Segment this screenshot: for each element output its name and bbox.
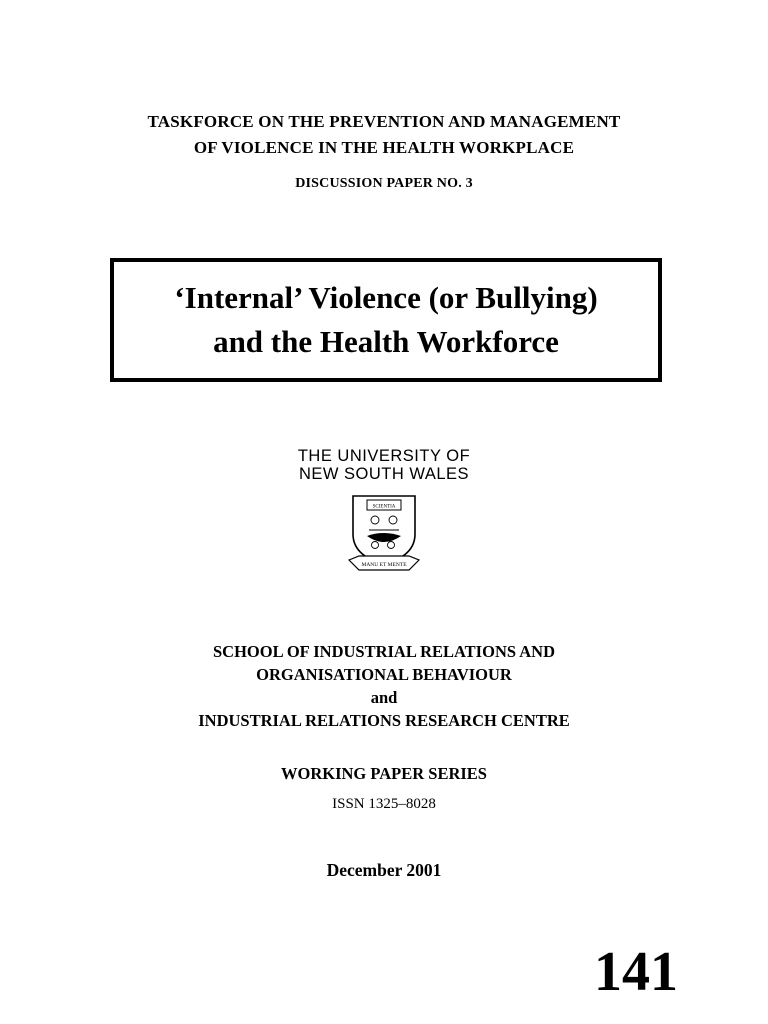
school-line2: ORGANISATIONAL BEHAVIOUR [256,665,512,684]
title-line2: and the Health Workforce [213,324,559,359]
title-line1: ‘Internal’ Violence (or Bullying) [174,280,598,315]
paper-number: 141 [594,941,678,1003]
taskforce-heading [0,109,768,161]
title-box [110,258,662,382]
university-name [0,447,768,483]
university-name-line1: THE UNIVERSITY OF [297,447,471,465]
school-and: and [370,688,398,707]
school-line1: SCHOOL OF INDUSTRIAL RELATIONS AND [213,642,555,661]
university-name-line2: NEW SOUTH WALES [298,465,470,483]
publication-date: December 2001 [326,860,442,880]
crest-book-text: SCIENTIA [372,504,396,510]
university-crest-icon [345,490,423,579]
issn: ISSN 1325–8028 [332,796,436,812]
taskforce-heading-line2: OF VIOLENCE IN THE HEALTH WORKPLACE [193,138,575,157]
working-paper-series: WORKING PAPER SERIES [281,764,487,783]
school-block [0,640,768,732]
discussion-paper-label: DISCUSSION PAPER NO. 3 [295,176,473,191]
school-line4: INDUSTRIAL RELATIONS RESEARCH CENTRE [198,711,570,730]
crest-motto: MANU ET MENTE [361,562,407,568]
taskforce-heading-line1: TASKFORCE ON THE PREVENTION AND MANAGEMENT [147,112,621,131]
